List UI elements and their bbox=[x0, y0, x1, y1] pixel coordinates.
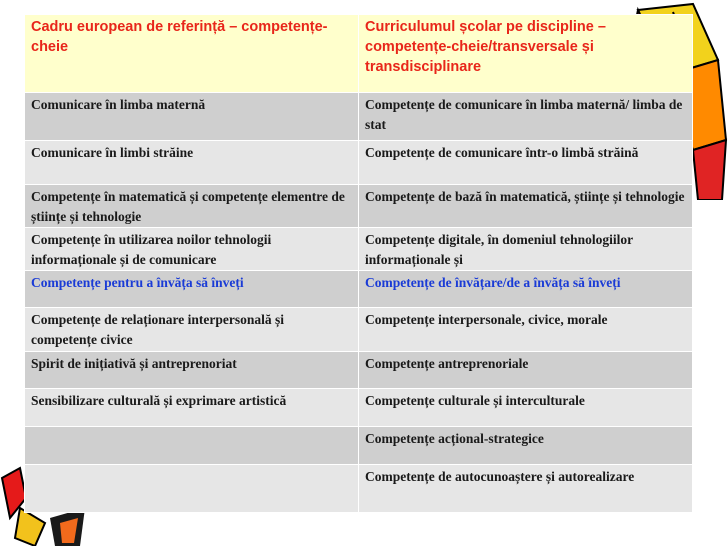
row-left-cell: Sensibilizare culturală și exprimare artistică bbox=[25, 389, 359, 427]
row-right-cell: Competențe antreprenoriale bbox=[359, 352, 693, 389]
row-right-cell: Competențe de comunicare într-o limbă străină bbox=[359, 141, 693, 185]
row-right-cell: Competențe de învățare/de a învăța să înveți bbox=[359, 271, 693, 308]
row-right-cell: Competențe de bază în matematică, științe și tehnologie bbox=[359, 185, 693, 228]
row-left-cell bbox=[25, 465, 359, 513]
table-row bbox=[25, 141, 693, 185]
table-row-highlighted bbox=[25, 271, 693, 308]
row-left-cell: Competențe în matematică și competențe elementre de științe și tehnologie bbox=[25, 185, 359, 228]
row-left-cell: Competențe pentru a învăța să înveți bbox=[25, 271, 359, 308]
table-header-row bbox=[25, 15, 693, 93]
row-right-cell: Competențe acțional-strategice bbox=[359, 427, 693, 465]
row-left-cell: Competențe de relaționare interpersonală și competențe civice bbox=[25, 308, 359, 352]
row-left-cell: Comunicare în limbi străine bbox=[25, 141, 359, 185]
table-row bbox=[25, 465, 693, 513]
competencies-table bbox=[24, 14, 693, 513]
row-right-cell: Competențe culturale și interculturale bbox=[359, 389, 693, 427]
row-left-cell: Spirit de inițiativă și antreprenoriat bbox=[25, 352, 359, 389]
row-right-cell: Competențe digitale, în domeniul tehnologiilor informaționale și bbox=[359, 228, 693, 271]
header-left-cell: Cadru european de referință – competențe-cheie bbox=[25, 15, 359, 93]
row-right-cell: Competențe de comunicare în limba maternă/ limba de stat bbox=[359, 93, 693, 141]
table-row bbox=[25, 352, 693, 389]
table-row bbox=[25, 308, 693, 352]
row-right-cell: Competențe de autocunoaștere și autorealizare bbox=[359, 465, 693, 513]
row-left-cell bbox=[25, 427, 359, 465]
row-left-cell: Competențe în utilizarea noilor tehnologii informaționale și de comunicare bbox=[25, 228, 359, 271]
row-left-cell: Comunicare în limba maternă bbox=[25, 93, 359, 141]
table-row bbox=[25, 427, 693, 465]
row-right-cell: Competențe interpersonale, civice, morale bbox=[359, 308, 693, 352]
table-row bbox=[25, 389, 693, 427]
header-right-cell: Curriculumul școlar pe discipline – competențe-cheie/transversale și transdisciplinare bbox=[359, 15, 693, 93]
table-row bbox=[25, 93, 693, 141]
table-row bbox=[25, 228, 693, 271]
table-row bbox=[25, 185, 693, 228]
